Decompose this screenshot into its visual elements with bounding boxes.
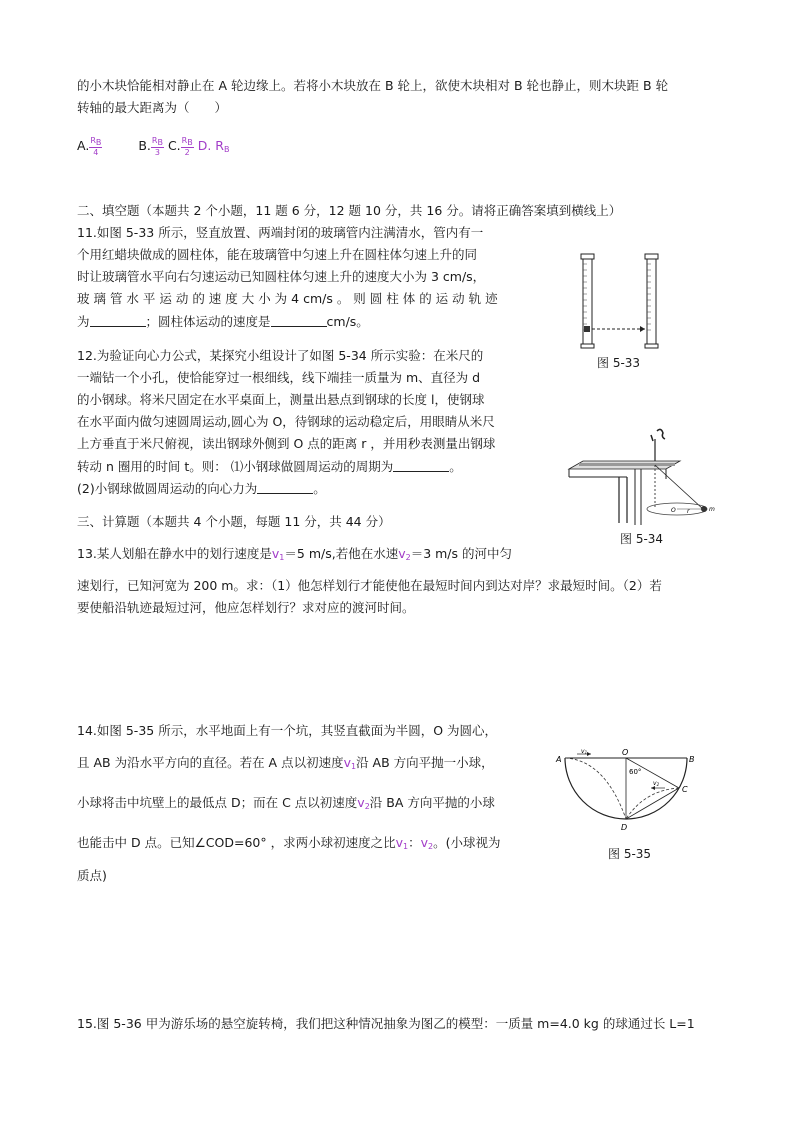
fig34-label-m: m — [709, 506, 715, 513]
figure-5-34-caption: 图 5-34 — [620, 532, 664, 546]
q14-line1: 14.如图 5-35 所示，水平地面上有一个坑，其竖直截面为半圆，O 为圆心， — [77, 723, 498, 738]
fig35-label-a: A — [556, 755, 562, 764]
fig35-angle-label: 60° — [629, 768, 642, 776]
q14-line3: 小球将击中坑壁上的最低点 D；而在 C 点以初速度$v_2$沿 BA 方向平抛的小球 — [77, 795, 495, 811]
figure-5-35-semicircle — [555, 748, 705, 838]
q12-line1: 12.为验证向心力公式，某探究小组设计了如图 5-34 所示实验：在米尺的 — [77, 348, 484, 363]
fig35-label-v2: v2 — [653, 780, 660, 787]
q14-line2: 且 AB 为沿水平方向的直径。若在 A 点以初速度$v_1$沿 AB 方向平抛一小球， — [77, 755, 494, 771]
q12-line5: 上方垂直于米尺俯视，读出钢球外侧到 O 点的距离 r ，并用秒表测量出钢球 — [77, 436, 496, 451]
option-b[interactable]: B. $\frac{RB}{3}$ — [138, 136, 163, 157]
q11-answer-blank-2[interactable] — [271, 315, 327, 327]
q13-line2: 速划行，已知河宽为 200 m。求：（1）他怎样划行才能使他在最短时间内到达对岸？求最短时间。（2）若 — [77, 578, 662, 593]
q13-line1: 13.某人划船在静水中的划行速度是$v_1=5$ m/s,若他在水速$v_2=3$ m/s 的河中匀 — [77, 546, 513, 562]
q12-line3: 的小钢球。将米尺固定在水平桌面上，测量出悬点到钢球的长度 l，使钢球 — [77, 392, 485, 407]
q14-line5: 质点) — [77, 868, 107, 883]
q14-line4: 也能击中 D 点。已知∠COD=60° ，求两小球初速度之比$v_1$：$v_2$。(小球视为 — [77, 835, 501, 851]
section-2-header: 二、填空题（本题共 2 个小题，11 题 6 分，12 题 10 分，共 16 分。请将正确答案填到横线上） — [77, 203, 622, 218]
fig35-label-v1: v1 — [581, 748, 588, 755]
q13-line3: 要使船沿轨迹最短过河，他应怎样划行？求对应的渡河时间。 — [77, 600, 415, 615]
q12-answer-blank-2[interactable] — [257, 482, 313, 494]
figure-5-35-caption: 图 5-35 — [608, 847, 652, 861]
fig35-label-b: B — [689, 755, 695, 764]
q11-line5: 为 ；圆柱体运动的速度是 cm/s。 — [77, 314, 369, 329]
option-d[interactable]: D. $R_B$ — [197, 138, 230, 154]
fig35-label-o: O — [622, 748, 629, 757]
prev-options — [77, 136, 229, 157]
q11-line2: 个用红蜡块做成的圆柱体，能在玻璃管中匀速上升在圆柱体匀速上升的同 — [77, 247, 478, 262]
fig34-label-r: r — [687, 508, 690, 515]
q12-line6: 转动 n 圈用的时间 t。则： ⑴小钢球做圆周运动的周期为 。 — [77, 459, 462, 474]
q11-line3: 时让玻璃管水平向右匀速运动已知圆柱体匀速上升的速度大小为 3 cm/s， — [77, 269, 486, 284]
fig34-label-o: O — [671, 507, 676, 514]
option-c[interactable]: C. $\frac{RB}{2}$ — [167, 136, 193, 157]
prev-question-line2: 转轴的最大距离为（ ） — [77, 100, 228, 115]
q15-line1: 15.图 5-36 甲为游乐场的悬空旋转椅，我们把这种情况抽象为图乙的模型：一质量 m=4.0 kg 的球通过长 L=1 — [77, 1016, 695, 1031]
q12-line4: 在水平面内做匀速圆周运动,圆心为 O，待钢球的运动稳定后，用眼睛从米尺 — [77, 414, 495, 429]
fig35-label-d: D — [621, 823, 628, 832]
q11-line4: 玻 璃 管 水 平 运 动 的 速 度 大 小 为 4 cm/s 。 则 圆 柱 体 的 运 动 轨 迹 — [77, 291, 498, 306]
prev-question-line1: 的小木块恰能相对静止在 A 轮边缘上。若将小木块放在 B 轮上，欲使木块相对 B 轮也静止，则木块距 B 轮 — [77, 78, 669, 93]
q12-line7: (2)小钢球做圆周运动的向心力为 。 — [77, 481, 326, 496]
q12-answer-blank-1[interactable] — [393, 460, 449, 472]
figure-5-34-apparatus — [565, 425, 725, 525]
section-3-header: 三、计算题（本题共 4 个小题，每题 11 分，共 44 分） — [77, 514, 391, 529]
fig35-label-c: C — [682, 785, 688, 794]
figure-5-33-tubes — [575, 250, 665, 350]
option-a[interactable]: A. $\frac{RB}{4}$ — [77, 136, 102, 157]
q12-line2: 一端钻一个小孔，使恰能穿过一根细线，线下端挂一质量为 m、直径为 d — [77, 370, 481, 385]
figure-5-33-caption: 图 5-33 — [597, 356, 641, 370]
q11-answer-blank-1[interactable] — [90, 315, 146, 327]
q11-line1: 11.如图 5-33 所示，竖直放置、两端封闭的玻璃管内注满清水，管内有一 — [77, 225, 484, 240]
